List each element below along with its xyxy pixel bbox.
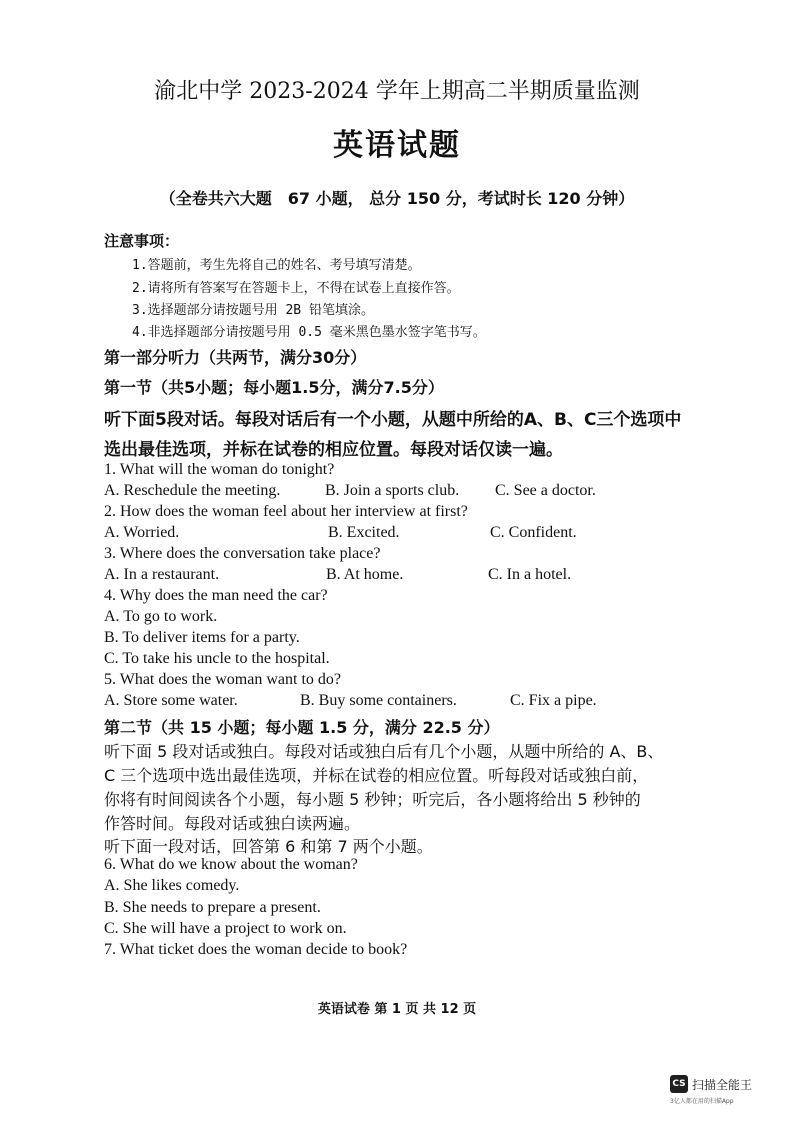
section1-instruction: 选出最佳选项，并标在试卷的相应位置。每段对话仅读一遍。 <box>104 440 563 460</box>
option-b: B. Buy some containers. <box>300 692 457 709</box>
question-stem: 2. How does the woman feel about her interview at first? <box>104 503 468 520</box>
section2-heading: 第二节（共 15 小题；每小题 1.5 分，满分 22.5 分） <box>104 718 500 737</box>
question-stem: 1. What will the woman do tonight? <box>104 461 335 478</box>
question-stem: 4. Why does the man need the car? <box>104 587 328 604</box>
option-b: B. Join a sports club. <box>325 482 460 499</box>
question-stem: 3. Where does the conversation take place? <box>104 545 381 562</box>
exam-info-subtitle: （全卷共六大题 67 小题， 总分 150 分，考试时长 120 分钟） <box>159 189 635 208</box>
section2-instruction: C 三个选项中选出最佳选项，并标在试卷的相应位置。听每段对话或独白前， <box>104 766 649 785</box>
option-a: A. Store some water. <box>104 692 238 709</box>
section1-heading: 第一节（共5小题；每小题1.5分，满分7.5分） <box>104 378 444 397</box>
notes-heading: 注意事项： <box>104 232 180 250</box>
option-a: A. Reschedule the meeting. <box>104 482 281 499</box>
option-c: C. To take his uncle to the hospital. <box>104 650 330 667</box>
question-stem: 6. What do we know about the woman? <box>104 856 358 873</box>
subject-title: 英语试题 <box>333 128 461 163</box>
option-a: A. She likes comedy. <box>104 877 240 894</box>
camscanner-logo-icon: CS <box>670 1075 688 1093</box>
note-item: 2.请将所有答案写在答题卡上，不得在试卷上直接作答。 <box>132 281 460 296</box>
section2-instruction: 作答时间。每段对话或独白读两遍。 <box>104 814 361 833</box>
option-a: A. To go to work. <box>104 608 218 625</box>
note-item: 4.非选择题部分请按题号用 0.5 毫米黑色墨水签字笔书写。 <box>132 325 486 340</box>
option-c: C. Fix a pipe. <box>510 692 597 709</box>
option-b: B. To deliver items for a party. <box>104 629 300 646</box>
option-c: C. Confident. <box>490 524 577 541</box>
section2-instruction: 听下面一段对话，回答第 6 和第 7 两个小题。 <box>104 837 433 856</box>
option-b: B. Excited. <box>328 524 400 541</box>
section2-instruction: 你将有时间阅读各个小题，每小题 5 秒钟；听完后，各小题将给出 5 秒钟的 <box>104 790 641 809</box>
section1-instruction: 听下面5段对话。每段对话后有一个小题，从题中所给的A、B、C三个选项中 <box>104 410 682 430</box>
option-b: B. She needs to prepare a present. <box>104 899 321 916</box>
note-item: 1.答题前，考生先将自己的姓名、考号填写清楚。 <box>132 258 421 273</box>
note-item: 3.选择题部分请按题号用 2B 铅笔填涂。 <box>132 303 374 318</box>
option-c: C. See a doctor. <box>495 482 596 499</box>
part1-heading: 第一部分听力（共两节，满分30分） <box>104 348 367 367</box>
question-stem: 7. What ticket does the woman decide to book? <box>104 941 408 958</box>
option-b: B. At home. <box>326 566 404 583</box>
watermark-tagline: 3亿人都在用的扫描App <box>670 1098 734 1105</box>
scanner-watermark <box>670 1075 760 1109</box>
option-a: A. In a restaurant. <box>104 566 220 583</box>
option-c: C. She will have a project to work on. <box>104 920 347 937</box>
option-a: A. Worried. <box>104 524 180 541</box>
question-stem: 5. What does the woman want to do? <box>104 671 341 688</box>
section2-instruction: 听下面 5 段对话或独白。每段对话或独白后有几个小题，从题中所给的 A、B、 <box>104 742 664 761</box>
option-c: C. In a hotel. <box>488 566 572 583</box>
watermark-app-name: 扫描全能王 <box>692 1078 753 1092</box>
page-footer: 英语试卷 第 1 页 共 12 页 <box>317 1002 477 1017</box>
school-exam-title: 渝北中学 2023-2024 学年上期高二半期质量监测 <box>154 79 640 104</box>
